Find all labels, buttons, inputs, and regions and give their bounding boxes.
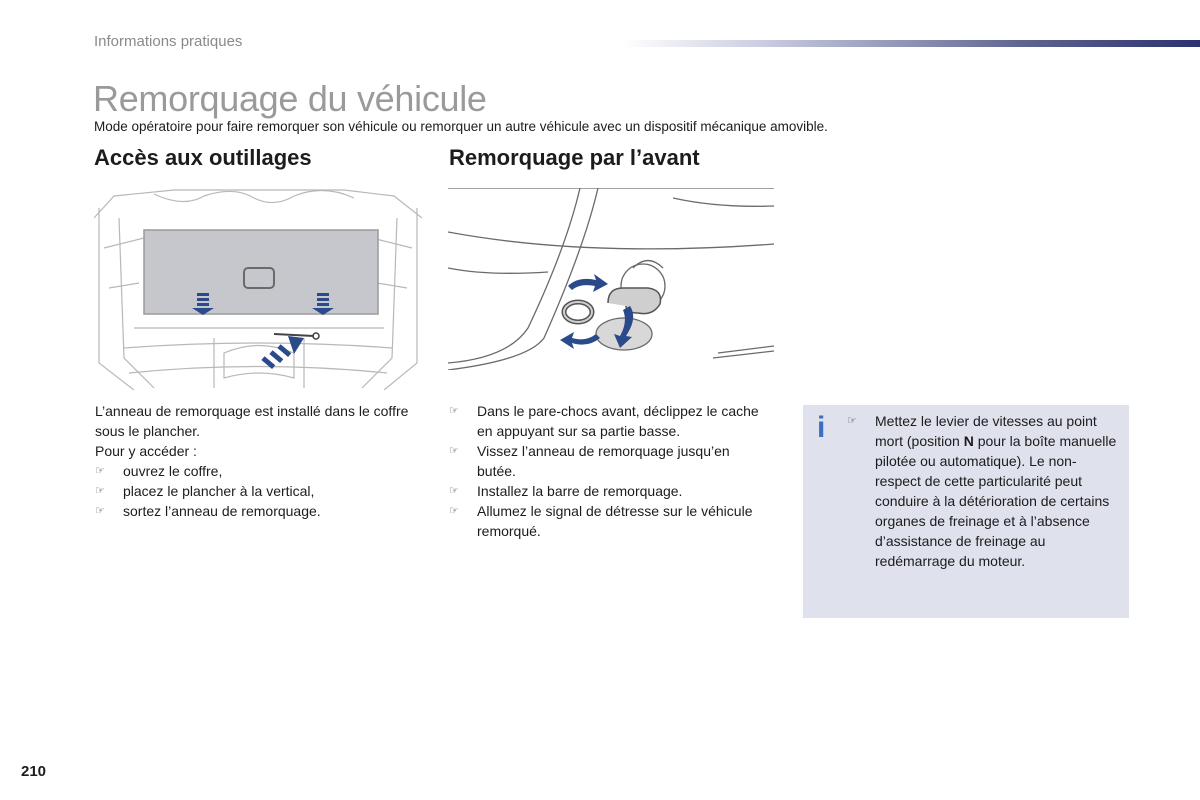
list-item: ☞ sortez l’anneau de remorquage. <box>95 503 321 519</box>
access-intro-text: Pour y accéder : <box>95 443 197 459</box>
access-steps-list <box>95 461 415 521</box>
info-text <box>847 411 1119 571</box>
pointing-hand-icon: ☞ <box>449 485 459 497</box>
pointing-hand-icon: ☞ <box>449 405 459 417</box>
list-item: ☞ Allumez le signal de détresse sur le véhicule remorqué. <box>449 503 753 539</box>
intro-text: Mode opératoire pour faire remorquer son véhicule ou remorquer un autre véhicule avec un dispositif mécanique amovible. <box>94 119 828 134</box>
heading-front-towing: Remorquage par l’avant <box>449 145 700 170</box>
list-item: ☞ ouvrez le coffre, <box>95 463 223 479</box>
page-title: Remorquage du véhicule <box>93 78 487 119</box>
front-towing-text <box>449 401 769 541</box>
list-item: ☞ placez le plancher à la vertical, <box>95 483 315 499</box>
pointing-hand-icon: ☞ <box>95 485 105 497</box>
list-item: ☞ Mettez le levier de vitesses au point mort (position N pour la boîte manuelle pilotée ou automatique). Le non-respect de cette particularité peut conduire à la détérioration de certains organes de freinage et à l’absence d’assistance de freinage au redémarrage du moteur. <box>847 413 1117 569</box>
list-item: ☞ Dans le pare-chocs avant, déclippez le cache en appuyant sur sa partie basse. <box>449 403 759 439</box>
header-bar <box>622 40 1200 47</box>
pointing-hand-icon: ☞ <box>449 445 459 457</box>
bumper-drawing <box>448 188 774 370</box>
front-towing-steps-list <box>449 401 769 541</box>
pointing-hand-icon: ☞ <box>95 505 105 517</box>
trunk-illustration <box>94 188 422 390</box>
ring-location-text: L’anneau de remorquage est installé dans le coffre sous le plancher. <box>95 403 409 439</box>
list-item: ☞ Vissez l’anneau de remorquage jusqu’en butée. <box>449 443 730 479</box>
tool-access-text <box>95 401 415 521</box>
info-box <box>803 405 1129 618</box>
info-icon: i <box>817 411 826 444</box>
pointing-hand-icon: ☞ <box>95 465 105 477</box>
trunk-drawing <box>94 188 422 390</box>
heading-tool-access: Accès aux outillages <box>94 145 312 170</box>
pointing-hand-icon: ☞ <box>449 505 459 517</box>
list-item: ☞ Installez la barre de remorquage. <box>449 483 683 499</box>
page-number: 210 <box>21 763 47 780</box>
pointing-hand-icon: ☞ <box>847 415 857 427</box>
section-label: Informations pratiques <box>94 33 243 50</box>
front-bumper-illustration <box>448 188 774 370</box>
